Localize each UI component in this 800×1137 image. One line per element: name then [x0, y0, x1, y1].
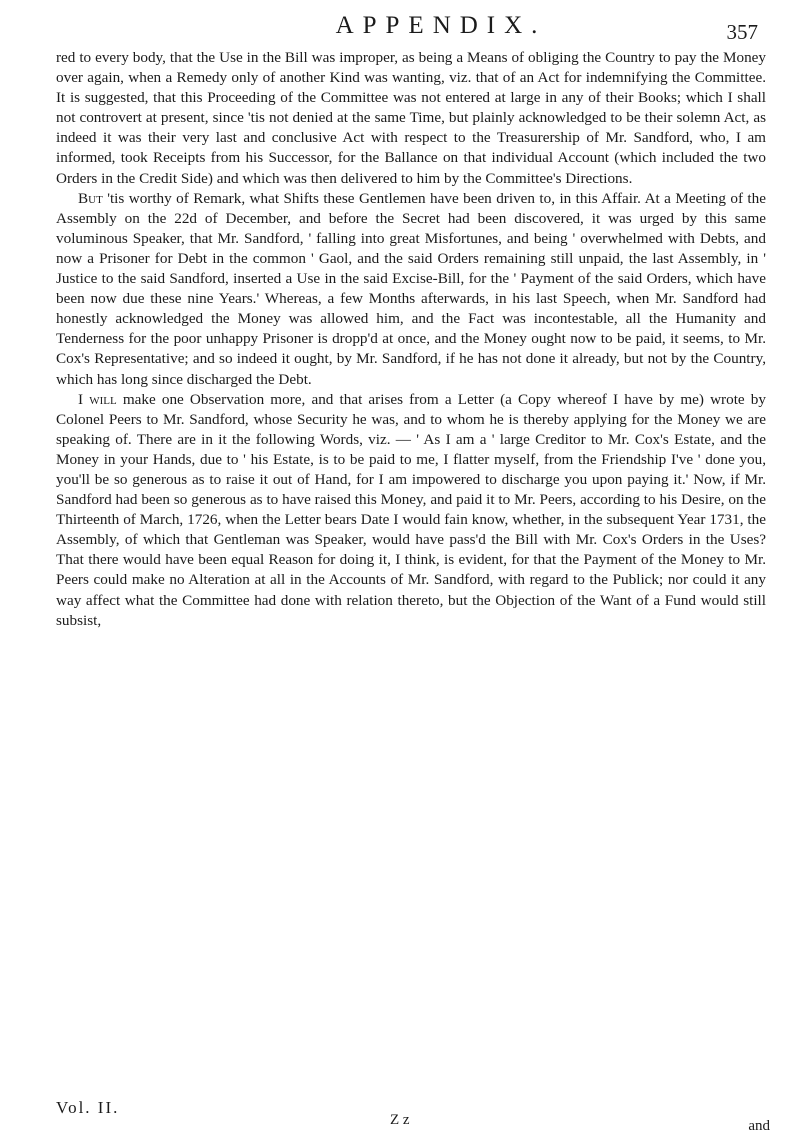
catchword: and [748, 1118, 770, 1134]
body-text [56, 48, 766, 631]
page-number: 357 [726, 20, 758, 44]
signature-letter: Z z [390, 1112, 410, 1128]
paragraph-2-text: 'tis worthy of Remark, what Shifts these Gentlemen have been driven to, in this Affair. At a Meeting of the Assembly on the 22d of December, and before the Secret had been discovered, it was urged by this same voluminous Speaker, that Mr. Sandford, ' falling into great Misfortunes, and being ' overwhelmed with Debts, and now a Prisoner for Debt in the common ' Gaol, and the said Orders remaining still unpaid, the last Assembly, in ' Justice to the said Sandford, inserted a Use in the said Excise-Bill, for the ' Payment of the said Orders, which have been now due these nine Years.' Whereas, a few Months afterwards, in his last Speech, when Mr. Sandford had honestly acknowledged the Money was allowed him, and the Fact was incontestable, all the Humanity and Tenderness for the poor unhappy Prisoner is dropp'd at once, and the Money ought now to be paid, it seems, to Mr. Cox's Representative; and so indeed it ought, by Mr. Sandford, if he has not done it already, but not by the Country, which has long since discharged the Debt. [56, 189, 766, 388]
volume-signature: Vol. II. [56, 1098, 120, 1117]
paragraph-2-lead: But [78, 189, 103, 207]
paragraph-3-text: make one Observation more, and that arises from a Letter (a Copy whereof I have by me) wrote by Colonel Peers to Mr. Sandford, whose Security he was, and to whom he is thereby applying for the Money we are speaking of. There are in it the following Words, viz. — ' As I am a ' large Creditor to Mr. Cox's Estate, and the Money in your Hands, due to ' his Estate, is to be paid to me, I flatter myself, from the Friendship I've ' done you, you'll be so generous as to raise it out of Hand, for I am impowered to discharge you upon paying it.' Now, if Mr. Sandford had been so generous as to have raised this Money, and paid it to Mr. Peers, according to his Desire, on the Thirteenth of March, 1726, when the Letter bears Date I would fain know, whether, in the subsequent Year 1731, the Assembly, of which that Gentleman was Speaker, would have pass'd the Bill with Mr. Cox's Orders in the Uses? That there would have been equal Reason for doing it, I think, is evident, for that the Payment of the Money to Mr. Peers could make no Alteration at all in the Accounts of Mr. Sandford, with regard to the Publick; nor could it any way affect what the Committee had done with relation thereto, but the Objection of the Want of a Fund would still subsist, [56, 390, 766, 629]
page-header [56, 0, 766, 48]
paragraph-3 [56, 390, 766, 631]
paragraph-2 [56, 189, 766, 390]
running-title: APPENDIX. [335, 12, 547, 39]
paragraph-1: red to every body, that the Use in the Bill was improper, as being a Means of obliging the Country to pay the Money over again, when a Remedy only of another Kind was wanting, viz. that of an Act for indemnifying the Committee. It is suggested, that this Proceeding of the Committee was not entered at large in any of their Books; which I shall not controvert at present, since 'tis not denied at the same Time, but plainly acknowledged to be their solemn Act, as indeed it was their very last and conclusive Act with respect to the Treasurership of Mr. Sandford, who, I am informed, took Receipts from his Successor, for the Ballance on that individual Account (which included the two Orders in the Credit Side) and which was then delivered to him by the Committee's Directions. [56, 49, 766, 187]
paragraph-3-lead: I will [78, 390, 117, 408]
